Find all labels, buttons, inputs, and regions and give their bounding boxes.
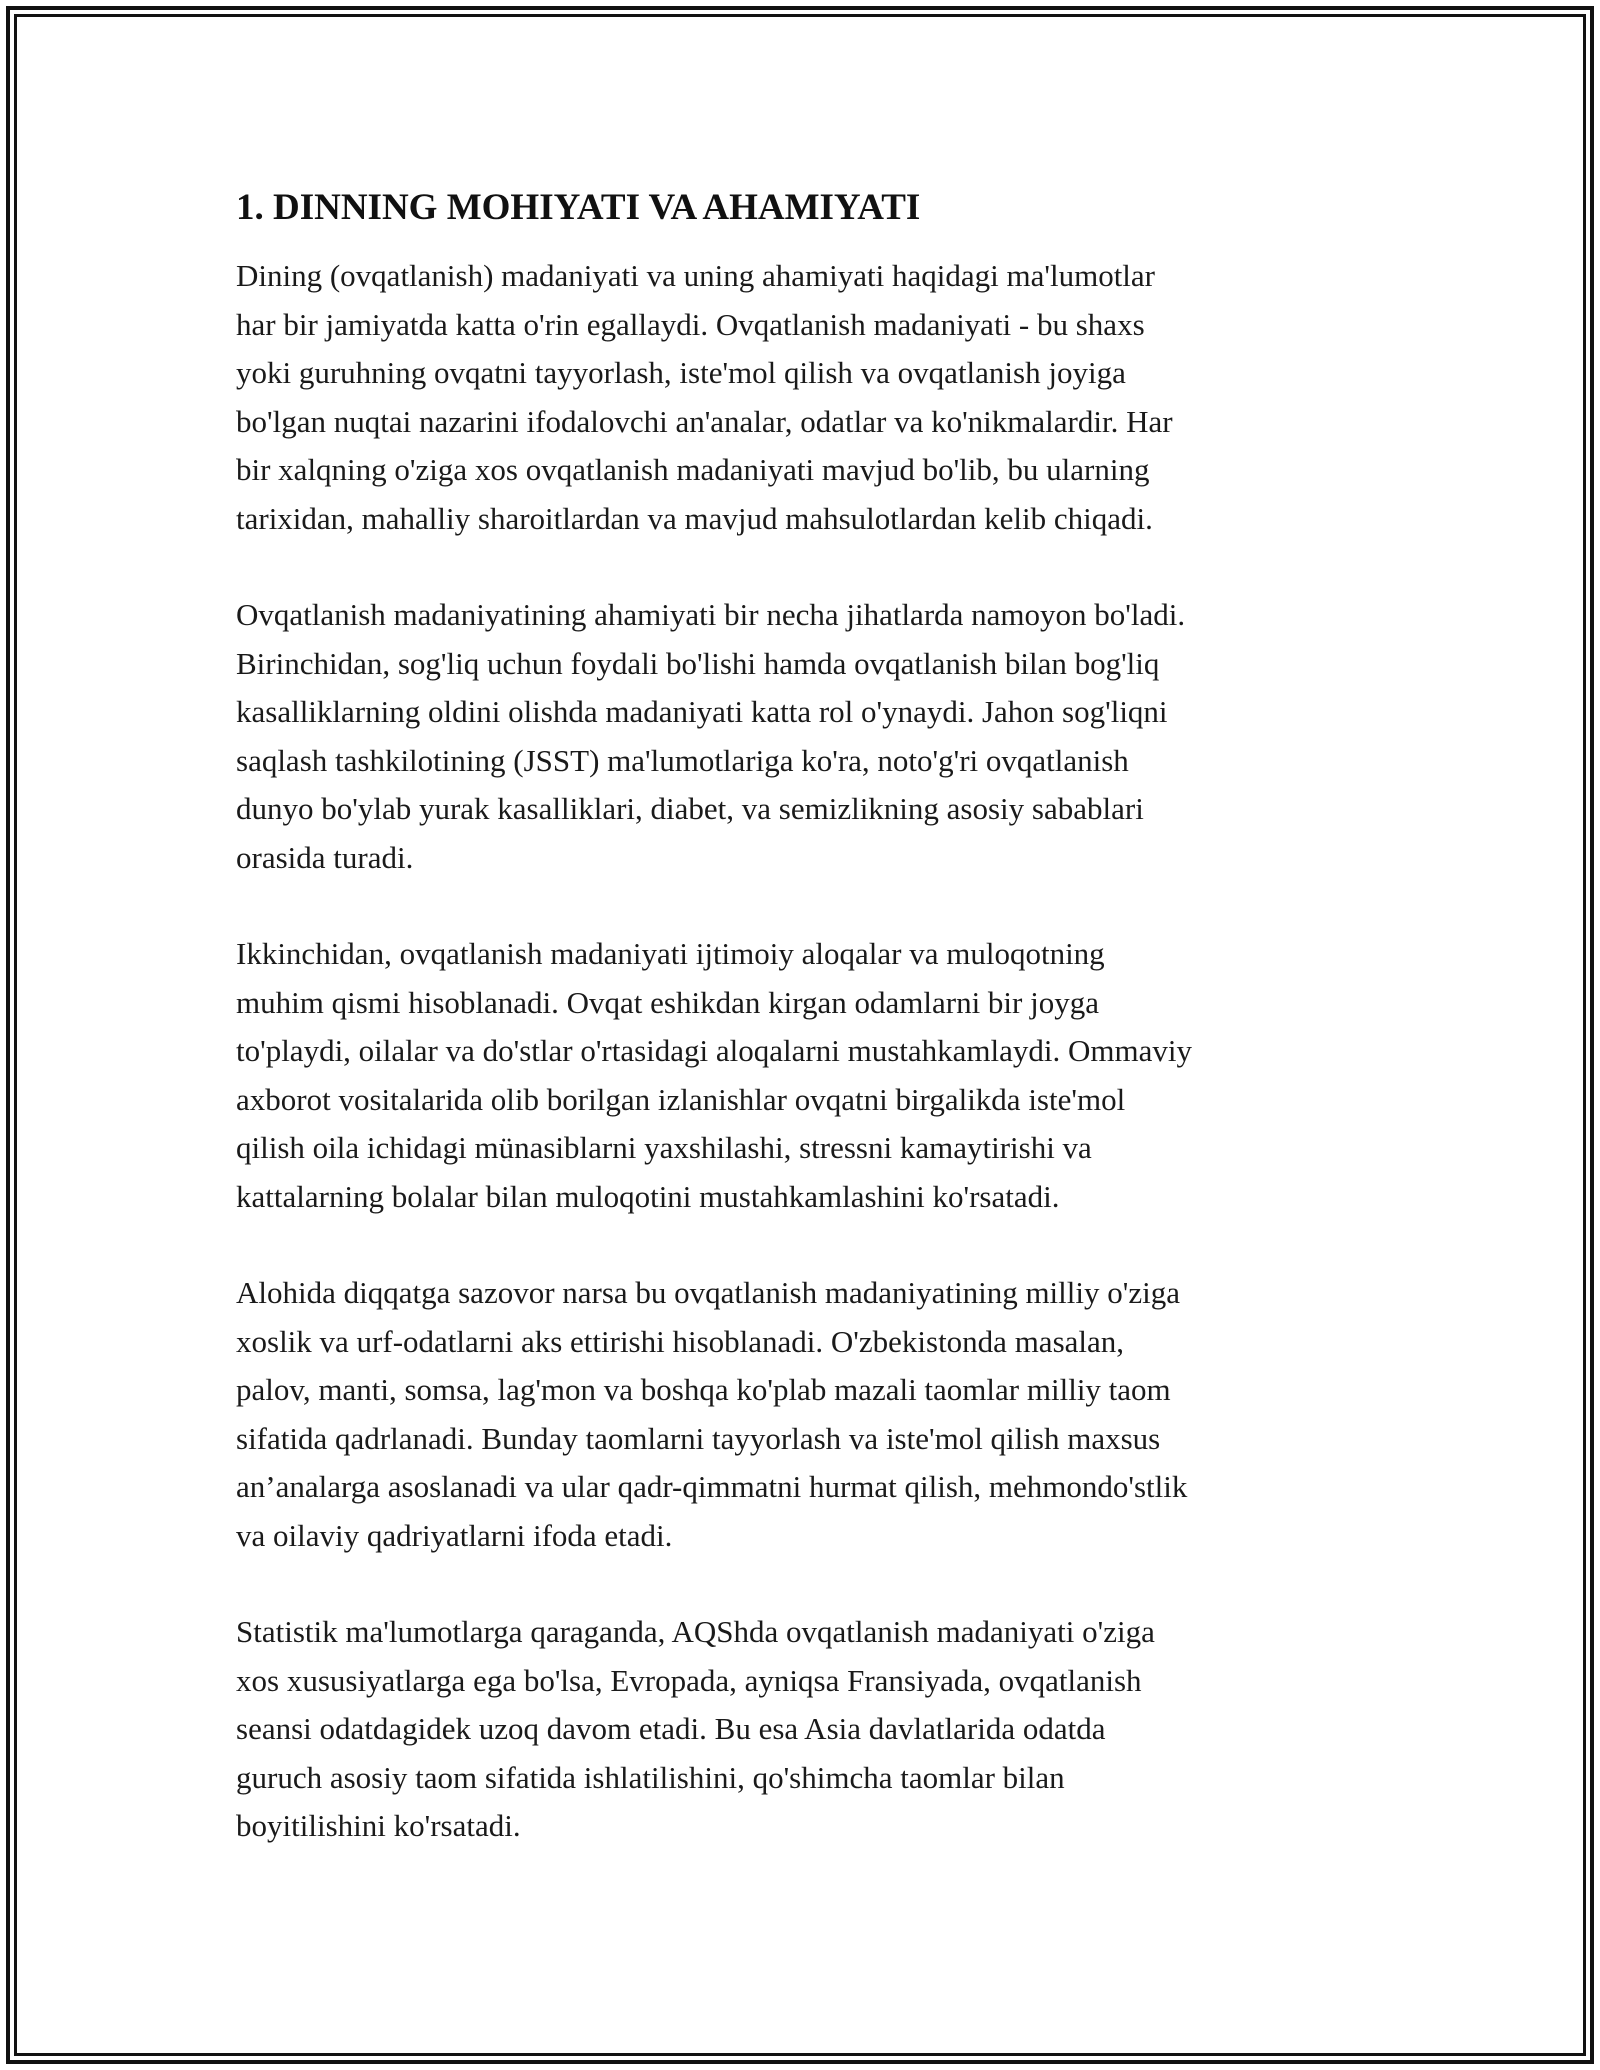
paragraph-line: har bir jamiyatda katta o'rin egallaydi. Ovqatlanish madaniyati - bu shaxs xyxy=(236,306,1145,342)
paragraph-5 xyxy=(236,1608,1376,1851)
document-body xyxy=(236,186,1376,1899)
paragraph-line: tarixidan, mahalliy sharoitlardan va mavjud mahsulotlardan kelib chiqadi. xyxy=(236,500,1153,536)
paragraph-line: bo'lgan nuqtai nazarini ifodalovchi an'analar, odatlar va ko'nikmalardir. Har xyxy=(236,403,1173,439)
paragraph-1 xyxy=(236,252,1376,543)
paragraph-4 xyxy=(236,1269,1376,1560)
paragraph-line: an’analarga asoslanadi va ular qadr-qimmatni hurmat qilish, mehmondo'stlik xyxy=(236,1469,1188,1504)
paragraph-line: yoki guruhning ovqatni tayyorlash, iste'mol qilish va ovqatlanish joyiga xyxy=(236,355,1126,390)
paragraph-line: bir xalqning o'ziga xos ovqatlanish madaniyati mavjud bo'lib, bu ularning xyxy=(236,452,1150,487)
paragraph-line: Dining (ovqatlanish) madaniyati va uning ahamiyati haqidagi ma'lumotlar xyxy=(236,258,1155,293)
paragraph-line: kasalliklarning oldini olishda madaniyati katta rol o'ynaydi. Jahon sog'liqni xyxy=(236,694,1168,729)
paragraph-line: Ovqatlanish madaniyatining ahamiyati bir necha jihatlarda namoyon bo'ladi. xyxy=(236,597,1186,632)
paragraph-line: Ikkinchidan, ovqatlanish madaniyati ijtimoiy aloqalar va muloqotning xyxy=(236,936,1105,971)
paragraph-line: Birinchidan, sog'liq uchun foydali bo'lishi hamda ovqatlanish bilan bog'liq xyxy=(236,645,1160,681)
paragraph-line: guruch asosiy taom sifatida ishlatilishini, qo'shimcha taomlar bilan xyxy=(236,1759,1065,1795)
paragraph-line: va oilaviy qadriyatlarni ifoda etadi. xyxy=(236,1517,673,1553)
paragraph-line: kattalarning bolalar bilan muloqotini mustahkamlashini ko'rsatadi. xyxy=(236,1178,1060,1214)
paragraph-line: Statistik ma'lumotlarga qaraganda, AQShda ovqatlanish madaniyati o'ziga xyxy=(236,1614,1155,1649)
paragraph-line: boyitilishini ko'rsatadi. xyxy=(236,1808,521,1843)
paragraph-line: palov, manti, somsa, lag'mon va boshqa ko'plab mazali taomlar milliy taom xyxy=(236,1372,1171,1407)
paragraph-line: dunyo bo'ylab yurak kasalliklari, diabet, va semizlikning asosiy sabablari xyxy=(236,791,1144,826)
paragraph-3 xyxy=(236,930,1376,1221)
paragraph-line: orasida turadi. xyxy=(236,839,414,875)
paragraph-line: Alohida diqqatga sazovor narsa bu ovqatlanish madaniyatining milliy o'ziga xyxy=(236,1275,1180,1310)
document-title: 1. DINNING MOHIYATI VA AHAMIYATI xyxy=(236,187,921,228)
paragraph-line: xoslik va urf-odatlarni aks ettirishi hisoblanadi. O'zbekistonda masalan, xyxy=(236,1323,1125,1359)
paragraph-2 xyxy=(236,591,1376,882)
paragraph-line: seansi odatdagidek uzoq davom etadi. Bu esa Asia davlatlarida odatda xyxy=(236,1711,1106,1746)
paragraph-line: muhim qismi hisoblanadi. Ovqat eshikdan kirgan odamlarni bir joyga xyxy=(236,984,1099,1020)
paragraph-line: xos xususiyatlarga ega bo'lsa, Evropada, ayniqsa Fransiyada, ovqatlanish xyxy=(236,1662,1142,1698)
paragraph-line: sifatida qadrlanadi. Bunday taomlarni tayyorlash va iste'mol qilish maxsus xyxy=(236,1420,1161,1456)
paragraph-line: axborot vositalarida olib borilgan izlanishlar ovqatni birgalikda iste'mol xyxy=(236,1081,1126,1117)
paragraph-line: qilish oila ichidagi münasiblarni yaxshilashi, stressni kamaytirishi va xyxy=(236,1130,1092,1165)
paragraph-line: to'playdi, oilalar va do'stlar o'rtasidagi aloqalarni mustahkamlaydi. Ommaviy xyxy=(236,1033,1192,1068)
paragraph-line: saqlash tashkilotining (JSST) ma'lumotlariga ko'ra, noto'g'ri ovqatlanish xyxy=(236,742,1129,778)
